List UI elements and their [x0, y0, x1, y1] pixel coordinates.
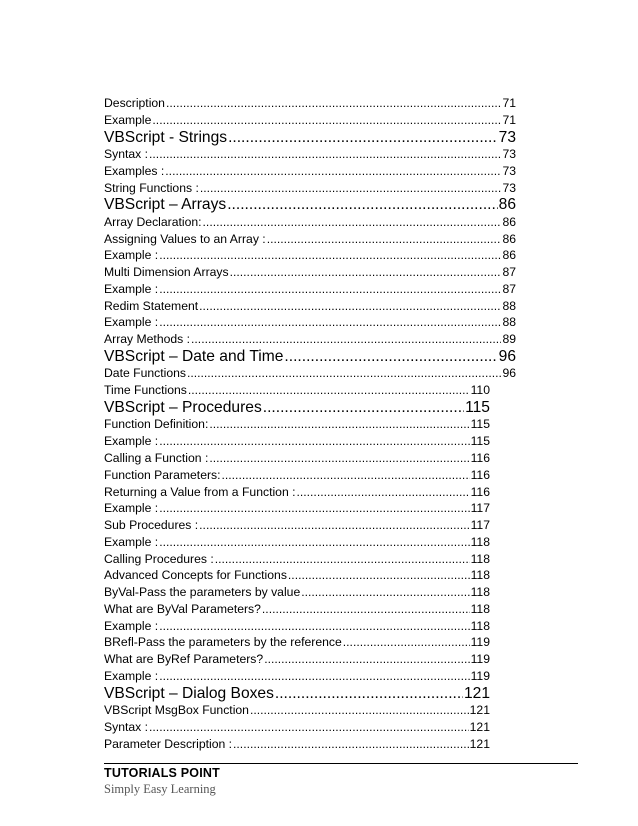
toc-entry[interactable]	[104, 484, 490, 501]
dot-leader	[159, 534, 469, 551]
dot-leader	[209, 450, 469, 467]
toc-entry-title: Calling a Function :	[104, 451, 209, 466]
toc-entry-title: Example :	[104, 501, 159, 516]
toc-entry-title: Redim Statement	[104, 298, 199, 313]
toc-entry-title: What are ByRef Parameters?	[104, 652, 264, 667]
dot-leader	[165, 163, 501, 180]
toc-entry-page: 71	[502, 112, 516, 127]
toc-entry-title: What are ByVal Parameters?	[104, 601, 261, 616]
toc-entry-page: 117	[470, 501, 490, 516]
table-of-contents	[104, 95, 516, 753]
toc-entry[interactable]	[104, 467, 490, 484]
footer-tagline: Simply Easy Learning	[104, 782, 216, 796]
dot-leader	[227, 196, 497, 214]
dot-leader	[159, 500, 469, 517]
toc-entry[interactable]	[104, 382, 490, 399]
toc-entry[interactable]	[104, 500, 490, 517]
dot-leader	[228, 129, 498, 147]
toc-entry-title: Parameter Description :	[104, 736, 233, 751]
toc-entry-page: 121	[463, 684, 490, 702]
toc-entry-title: Function Parameters:	[104, 467, 221, 482]
toc-entry-page: 86	[498, 196, 516, 214]
toc-entry[interactable]	[104, 112, 516, 129]
toc-entry[interactable]	[104, 95, 516, 112]
toc-entry-title: Sub Procedures :	[104, 518, 199, 533]
toc-entry-title: Syntax :	[104, 147, 149, 162]
toc-entry-title: Examples :	[104, 163, 165, 178]
toc-entry-page: 116	[470, 451, 490, 466]
toc-entry-page: 86	[502, 248, 516, 263]
dot-leader	[159, 281, 501, 298]
toc-entry[interactable]	[104, 163, 516, 180]
toc-entry-page: 87	[502, 281, 516, 296]
toc-entry[interactable]	[104, 736, 490, 753]
toc-entry-page: 89	[502, 332, 516, 347]
toc-entry-page: 115	[470, 434, 490, 449]
toc-entry-title: BRefl-Pass the parameters by the reference	[104, 635, 342, 650]
toc-entry-page: 119	[470, 635, 490, 650]
toc-entry-title: Function Definition:	[104, 417, 209, 432]
toc-entry-page: 117	[470, 518, 490, 533]
dot-leader	[230, 264, 502, 281]
toc-entry-page: 73	[502, 147, 516, 162]
toc-entry[interactable]	[104, 668, 490, 685]
toc-entry-title: VBScript - Strings	[104, 128, 228, 146]
toc-entry-title: Example :	[104, 534, 159, 549]
toc-entry-page: 119	[470, 652, 490, 667]
toc-entry-page: 88	[502, 298, 516, 313]
toc-entry[interactable]	[104, 702, 490, 719]
toc-entry-page: 110	[470, 383, 490, 398]
toc-entry-title: Example :	[104, 434, 159, 449]
dot-leader	[187, 365, 501, 382]
toc-chapter-entry[interactable]	[104, 129, 516, 147]
toc-chapter-entry[interactable]	[104, 685, 490, 703]
toc-entry[interactable]	[104, 264, 516, 281]
toc-entry-title: Date Functions	[104, 366, 186, 381]
toc-chapter-entry[interactable]	[104, 196, 516, 214]
toc-entry[interactable]	[104, 180, 516, 197]
toc-entry[interactable]	[104, 618, 490, 635]
toc-entry-page: 118	[470, 618, 490, 633]
toc-entry[interactable]	[104, 433, 490, 450]
toc-chapter-entry[interactable]	[104, 399, 490, 417]
toc-entry-page: 86	[502, 214, 516, 229]
toc-chapter-entry[interactable]	[104, 348, 516, 366]
toc-entry-title: VBScript – Dialog Boxes	[104, 684, 274, 702]
toc-entry-title: Returning a Value from a Function :	[104, 484, 296, 499]
dot-leader	[200, 180, 502, 197]
dot-leader	[203, 214, 502, 231]
toc-entry[interactable]	[104, 601, 490, 618]
toc-entry-page: 115	[470, 417, 490, 432]
toc-entry[interactable]	[104, 247, 516, 264]
toc-entry-title: Assigning Values to an Array :	[104, 231, 266, 246]
footer-divider	[104, 763, 578, 764]
toc-entry[interactable]	[104, 651, 490, 668]
toc-entry-page: 115	[465, 398, 490, 416]
toc-entry-title: Example	[104, 112, 152, 127]
dot-leader	[159, 618, 469, 635]
toc-entry-title: Syntax :	[104, 720, 149, 734]
toc-entry-title: Multi Dimension Arrays	[104, 265, 229, 280]
toc-entry-title: Example :	[104, 248, 159, 263]
dot-leader	[199, 517, 469, 534]
dot-leader	[301, 584, 469, 601]
toc-entry[interactable]	[104, 416, 490, 433]
dot-leader	[209, 416, 469, 433]
toc-entry-page: 86	[502, 231, 516, 246]
toc-entry-page: 119	[470, 668, 490, 683]
toc-entry-page: 118	[470, 568, 490, 583]
toc-entry-page: 73	[502, 180, 516, 195]
toc-entry[interactable]	[104, 517, 490, 534]
toc-entry[interactable]	[104, 298, 516, 315]
toc-entry-page: 118	[470, 551, 490, 566]
toc-entry-page: 73	[502, 163, 516, 178]
toc-entry-title: Example :	[104, 618, 159, 633]
toc-entry-page: 121	[469, 720, 490, 734]
toc-entry[interactable]	[104, 214, 516, 231]
toc-entry-title: VBScript – Arrays	[104, 196, 227, 214]
dot-leader	[275, 685, 463, 703]
dot-leader	[297, 484, 470, 501]
toc-entry-title: Advanced Concepts for Functions	[104, 568, 287, 583]
toc-entry[interactable]	[104, 551, 490, 568]
toc-entry-page: 116	[470, 467, 490, 482]
toc-entry-page: 116	[470, 484, 490, 499]
dot-leader	[264, 651, 469, 668]
toc-entry[interactable]	[104, 634, 490, 651]
toc-entry-page: 73	[498, 128, 516, 146]
dot-leader	[159, 314, 501, 331]
dot-leader	[159, 668, 469, 685]
dot-leader	[191, 331, 501, 348]
toc-entry[interactable]	[104, 231, 516, 248]
toc-entry-title: Example :	[104, 668, 159, 683]
toc-entry-title: VBScript – Procedures	[104, 398, 262, 416]
toc-entry-page: 121	[469, 703, 490, 718]
toc-entry-page: 118	[470, 585, 490, 600]
toc-entry-page: 71	[502, 96, 516, 110]
toc-entry-page: 96	[498, 347, 516, 365]
dot-leader	[263, 399, 464, 417]
toc-entry-title: Description	[104, 96, 165, 110]
toc-entry-title: VBScript – Date and Time	[104, 347, 284, 365]
dot-leader	[149, 146, 501, 163]
toc-entry-page: 121	[469, 736, 490, 751]
toc-entry[interactable]	[104, 719, 490, 736]
dot-leader	[152, 112, 501, 129]
dot-leader	[166, 95, 501, 112]
toc-entry[interactable]	[104, 365, 516, 382]
dot-leader	[267, 231, 502, 248]
dot-leader	[149, 719, 469, 736]
toc-entry-title: String Functions :	[104, 180, 199, 195]
dot-leader	[215, 551, 470, 568]
toc-entry-page: 87	[502, 265, 516, 280]
dot-leader	[250, 702, 469, 719]
footer-brand: TUTORIALS POINT	[104, 766, 220, 780]
toc-entry-title: ByVal-Pass the parameters by value	[104, 585, 301, 600]
toc-entry[interactable]	[104, 146, 516, 163]
toc-entry-page: 118	[470, 534, 490, 549]
dot-leader	[233, 736, 469, 753]
toc-entry[interactable]	[104, 450, 490, 467]
dot-leader	[199, 298, 501, 315]
dot-leader	[288, 567, 470, 584]
toc-entry-title: Calling Procedures :	[104, 551, 214, 566]
toc-entry-title: Array Declaration:	[104, 214, 202, 229]
dot-leader	[188, 382, 470, 399]
dot-leader	[343, 634, 470, 651]
dot-leader	[262, 601, 470, 618]
dot-leader	[284, 348, 497, 366]
toc-entry-title: Array Methods :	[104, 332, 191, 347]
toc-entry[interactable]	[104, 567, 490, 584]
toc-entry-page: 96	[502, 366, 516, 381]
toc-entry-page: 118	[470, 601, 490, 616]
toc-entry[interactable]	[104, 584, 490, 601]
toc-entry[interactable]	[104, 281, 516, 298]
toc-entry[interactable]	[104, 534, 490, 551]
toc-entry-page: 88	[502, 315, 516, 330]
dot-leader	[159, 433, 469, 450]
dot-leader	[159, 247, 501, 264]
toc-entry[interactable]	[104, 331, 516, 348]
toc-entry[interactable]	[104, 314, 516, 331]
toc-entry-title: VBScript MsgBox Function	[104, 703, 249, 718]
toc-entry-title: Example :	[104, 315, 159, 330]
toc-entry-title: Example :	[104, 281, 159, 296]
toc-entry-title: Time Functions	[104, 383, 187, 398]
dot-leader	[222, 467, 470, 484]
